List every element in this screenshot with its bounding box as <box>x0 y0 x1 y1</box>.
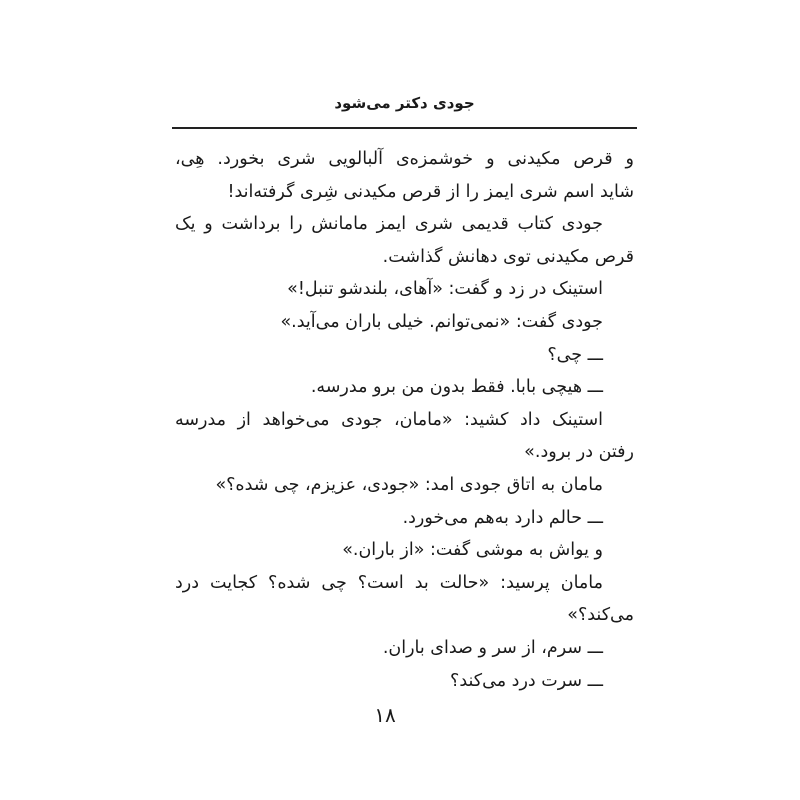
text-line: و یواش به موشی گفت: «از باران.» <box>342 540 603 561</box>
text-line: استینک در زد و گفت: «آهای، بلندشو تنبل!» <box>287 279 603 300</box>
text-line: و قرص مکیدنی و خوشمزه‌ی آلبالویی شری بخورد. هِی، <box>175 149 634 169</box>
text-line: استینک داد کشید: «مامان، جودی می‌خواهد از مدرسه <box>175 409 603 430</box>
text-line: جودی گفت: «نمی‌توانم. خیلی باران می‌آید.» <box>280 311 603 332</box>
page-number: ۱۸ <box>374 703 396 727</box>
text-line: ـــ سرت درد می‌کند؟ <box>450 670 603 691</box>
text-line: مامان به اتاق جودی امد: «جودی، عزیزم، چی شده؟» <box>215 474 603 495</box>
text-line: ـــ سرم، از سر و صدای باران. <box>382 637 603 658</box>
text-line: رفتن در برود.» <box>524 442 634 463</box>
text-line: ـــ هیچی بابا. فقط بدون من برو مدرسه. <box>310 377 603 398</box>
header-rule <box>172 127 637 129</box>
page-body <box>175 144 634 698</box>
text-line: ـــ چی؟ <box>547 344 603 365</box>
text-line: مامان پرسید: «حالت بد است؟ چی شده؟ کجایت درد <box>175 572 603 593</box>
text-line: قرص مکیدنی توی دهانش گذاشت. <box>382 246 634 267</box>
running-header: جودی دکتر می‌شود <box>334 94 475 112</box>
text-line: جودی کتاب قدیمی شری ایمز مامانش را برداشت و یک <box>175 214 603 235</box>
text-line: شاید اسم شری ایمز را از قرص مکیدنی شِری گرفته‌اند! <box>227 181 634 202</box>
text-line: ـــ حالم دارد به‌هم می‌خورد. <box>402 507 603 528</box>
text-line: می‌کند؟» <box>567 605 634 626</box>
